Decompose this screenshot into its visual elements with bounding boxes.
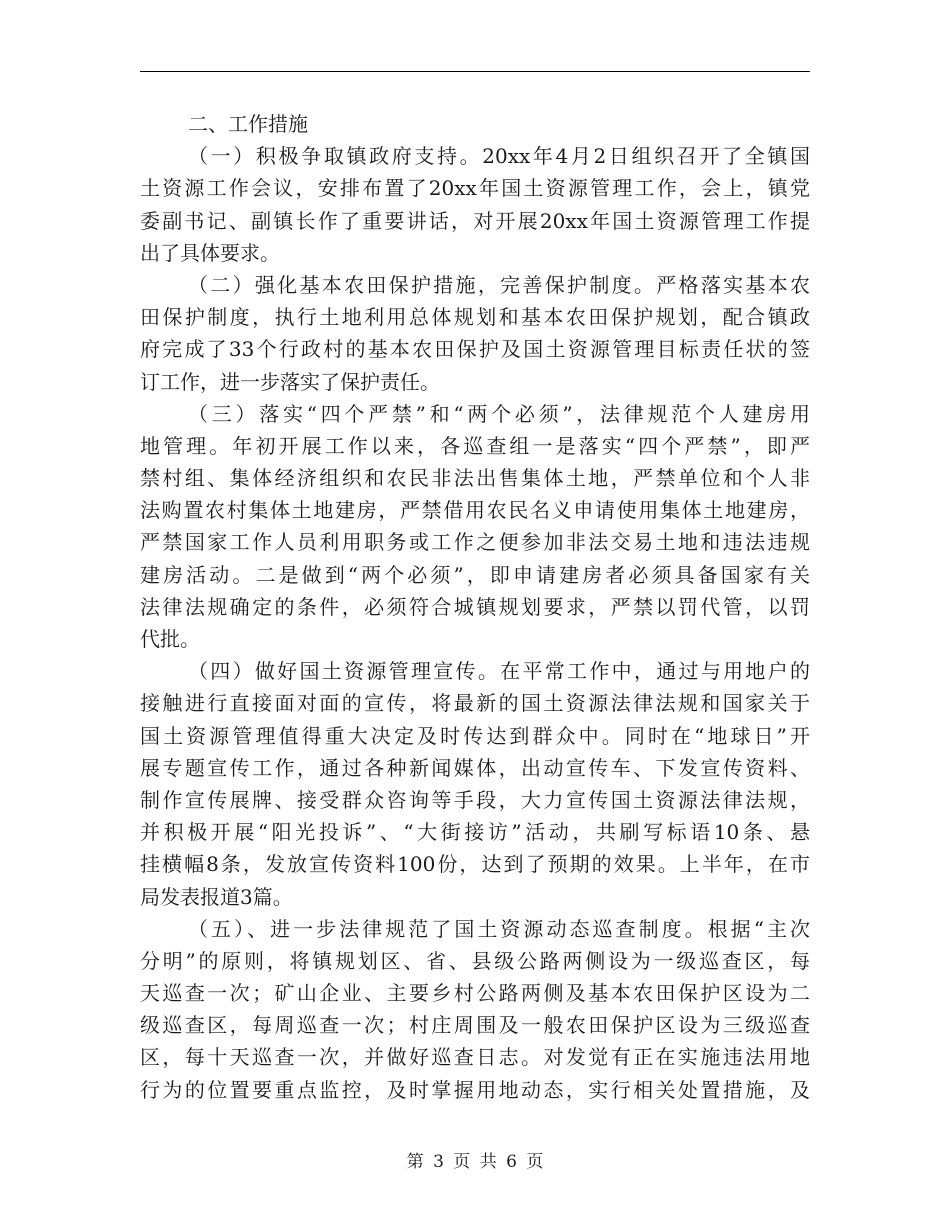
header-rule bbox=[140, 71, 810, 72]
text-line: 代批。 bbox=[140, 627, 200, 651]
text-line: 挂横幅8条，发放宣传资料100份，达到了预期的效果。上半年，在市 bbox=[140, 852, 810, 877]
text-line: 并积极开展“阳光投诉”、“大街接访”活动，共刷写标语10条、悬 bbox=[140, 820, 810, 845]
text-line: 地管理。年初开展工作以来，各巡查组一是落实“四个严禁”，即严 bbox=[140, 433, 810, 458]
text-line: 二、工作措施 bbox=[188, 112, 308, 136]
text-line: 局发表报道3篇。 bbox=[140, 884, 293, 909]
text-line: 天巡查一次；矿山企业、主要乡村公路两侧及基本农田保护区设为二 bbox=[140, 981, 810, 1006]
text-line: 级巡查区，每周巡查一次；村庄周围及一般农田保护区设为三级巡查 bbox=[140, 1013, 810, 1038]
text-line: 土资源工作会议，安排布置了20xx年国土资源管理工作，会上，镇党 bbox=[140, 176, 810, 201]
text-line: （一）积极争取镇政府支持。20xx年4月2日组织召开了全镇国 bbox=[188, 144, 810, 169]
text-line: （二）强化基本农田保护措施，完善保护制度。严格落实基本农 bbox=[188, 272, 810, 297]
text-line: 国土资源管理值得重大决定及时传达到群众中。同时在“地球日”开 bbox=[140, 723, 810, 748]
text-line: （五）、进一步法律规范了国土资源动态巡查制度。根据“主次 bbox=[188, 916, 810, 941]
text-line: 建房活动。二是做到“两个必须”，即申请建房者必须具备国家有关 bbox=[140, 562, 810, 587]
text-line: 出了具体要求。 bbox=[140, 240, 280, 265]
text-line: （三）落实“四个严禁”和“两个必须”，法律规范个人建房用 bbox=[188, 401, 810, 426]
document-body bbox=[140, 108, 810, 1106]
text-line: 分明”的原则，将镇规划区、省、县级公路两侧设为一级巡查区，每 bbox=[140, 948, 810, 973]
text-line: 法律法规确定的条件，必须符合城镇规划要求，严禁以罚代管，以罚 bbox=[140, 594, 810, 619]
text-line: 法购置农村集体土地建房，严禁借用农民名义申请使用集体土地建房， bbox=[140, 498, 810, 523]
text-line: 田保护制度，执行土地利用总体规划和基本农田保护规划，配合镇政 bbox=[140, 305, 810, 330]
text-line: 区，每十天巡查一次，并做好巡查日志。对发觉有正在实施违法用地 bbox=[140, 1045, 810, 1070]
text-line: 展专题宣传工作，通过各种新闻媒体，出动宣传车、下发宣传资料、 bbox=[140, 755, 810, 780]
text-line: 行为的位置要重点监控，及时掌握用地动态，实行相关处置措施，及 bbox=[140, 1077, 810, 1102]
text-line: 府完成了33个行政村的基本农田保护及国土资源管理目标责任状的签 bbox=[140, 337, 810, 362]
text-line: 严禁国家工作人员利用职务或工作之便参加非法交易土地和违法违规 bbox=[140, 530, 810, 555]
text-line: 接触进行直接面对面的宣传，将最新的国土资源法律法规和国家关于 bbox=[140, 691, 810, 716]
page-number: 第 3 页 共 6 页 bbox=[406, 1152, 544, 1172]
text-line: 制作宣传展牌、接受群众咨询等手段，大力宣传国土资源法律法规， bbox=[140, 787, 810, 812]
text-line: 禁村组、集体经济组织和农民非法出售集体土地，严禁单位和个人非 bbox=[140, 466, 810, 491]
text-line: （四）做好国土资源管理宣传。在平常工作中，通过与用地户的 bbox=[188, 659, 810, 684]
text-line: 委副书记、副镇长作了重要讲话，对开展20xx年国土资源管理工作提 bbox=[140, 208, 810, 233]
text-line: 订工作，进一步落实了保护责任。 bbox=[140, 369, 440, 394]
